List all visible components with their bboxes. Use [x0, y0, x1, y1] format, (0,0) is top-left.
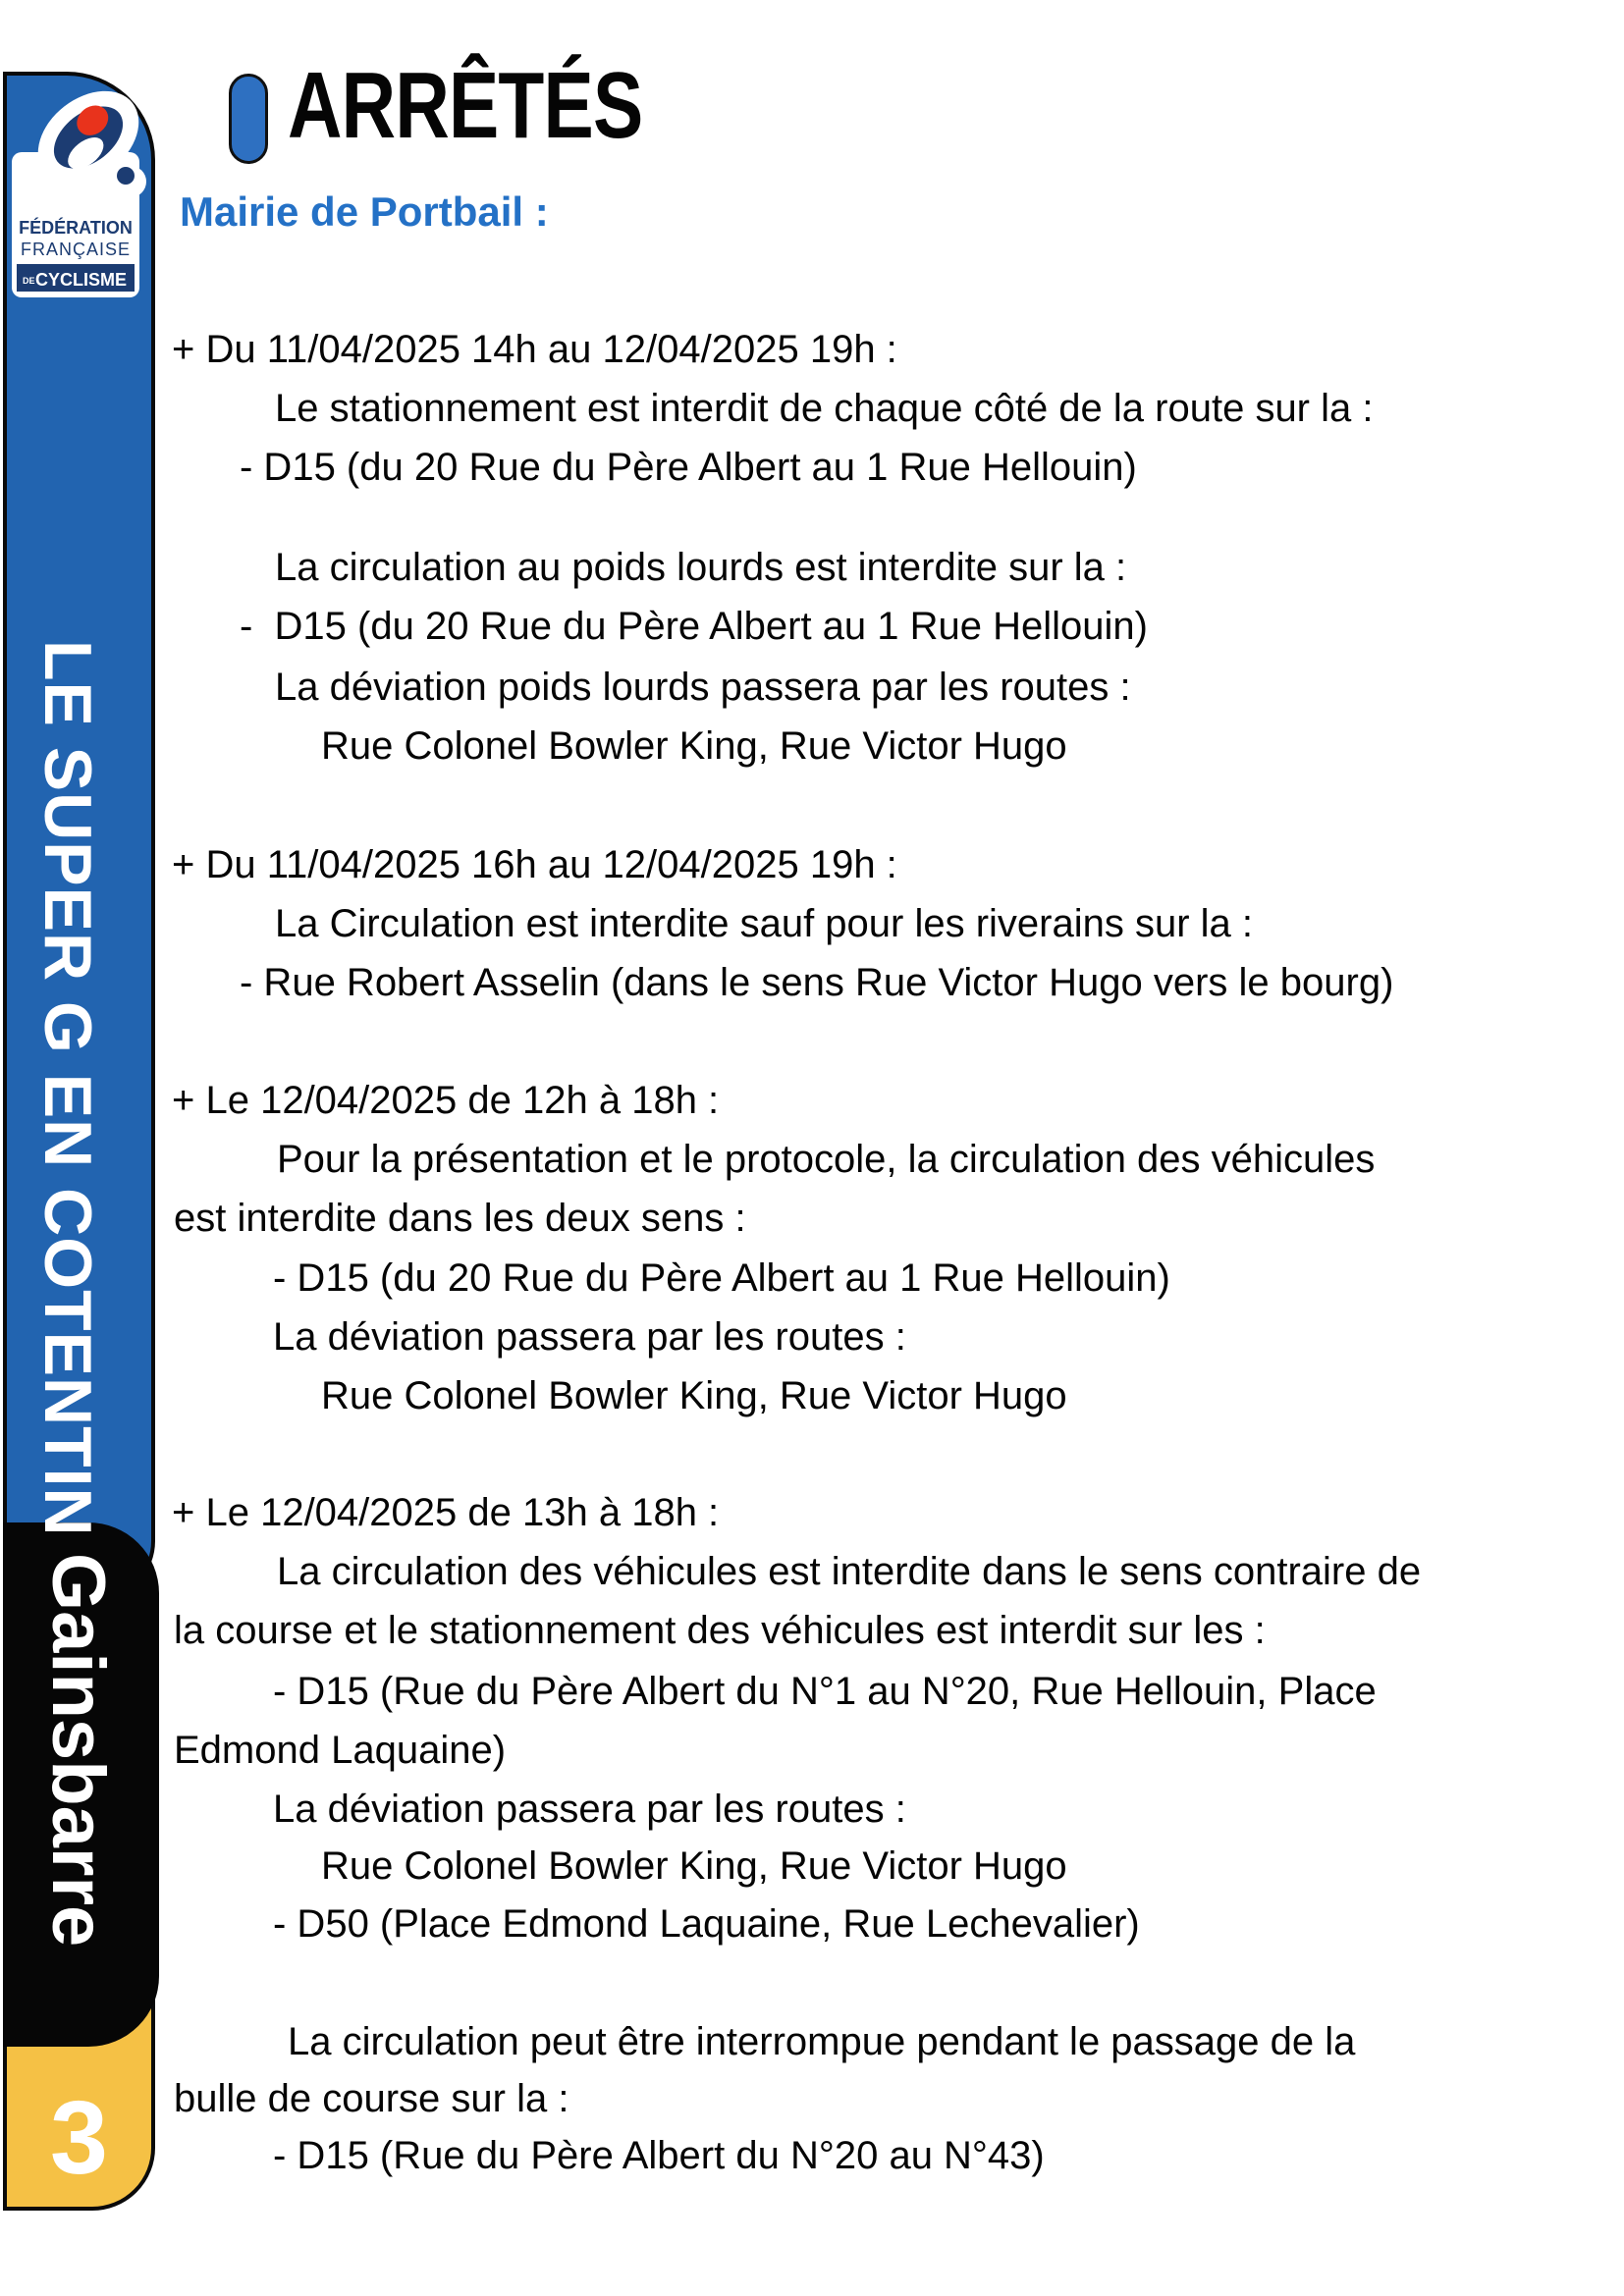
body-line: - Rue Robert Asselin (dans le sens Rue Victor Hugo vers le bourg) — [240, 961, 1394, 1004]
body-line: - D15 (Rue du Père Albert du N°20 au N°43) — [273, 2134, 1045, 2177]
body-line: La Circulation est interdite sauf pour les riverains sur la : — [275, 902, 1254, 945]
page-title: ARRÊTÉS — [288, 53, 643, 158]
body-line: - D50 (Place Edmond Laquaine, Rue Lechevalier) — [273, 1902, 1140, 1946]
body-line: + Le 12/04/2025 de 13h à 18h : — [172, 1491, 720, 1534]
body-line: la course et le stationnement des véhicules est interdit sur les : — [174, 1609, 1266, 1652]
body-line: La circulation peut être interrompue pendant le passage de la — [288, 2020, 1356, 2063]
logo-line3-small: DE — [23, 276, 35, 286]
title-bullet-icon — [229, 74, 268, 164]
body-line: La circulation au poids lourds est interdite sur la : — [275, 546, 1127, 589]
body-line: Le stationnement est interdit de chaque côté de la route sur la : — [275, 387, 1374, 430]
body-line: - D15 (Rue du Père Albert du N°1 au N°20, Rue Hellouin, Place — [273, 1670, 1377, 1713]
stage-name-vertical: Gainsbarre — [36, 1553, 120, 1948]
body-line: + Le 12/04/2025 de 12h à 18h : — [172, 1079, 720, 1122]
body-line: Edmond Laquaine) — [174, 1729, 507, 1772]
body-line: - D15 (du 20 Rue du Père Albert au 1 Rue Hellouin) — [240, 446, 1137, 489]
body-line: Rue Colonel Bowler King, Rue Victor Hugo — [321, 724, 1067, 768]
body-line: - D15 (du 20 Rue du Père Albert au 1 Rue Hellouin) — [240, 605, 1148, 648]
body-line: Rue Colonel Bowler King, Rue Victor Hugo — [321, 1844, 1067, 1888]
body-line: La circulation des véhicules est interdite dans le sens contraire de — [277, 1550, 1422, 1593]
body-line: La déviation poids lourds passera par les routes : — [275, 666, 1131, 709]
body-line: + Du 11/04/2025 14h au 12/04/2025 19h : — [172, 328, 897, 371]
ffc-cycling-federation-logo-icon — [0, 83, 157, 309]
stage-number: 3 — [50, 2080, 108, 2196]
page-subtitle: Mairie de Portbail : — [180, 188, 549, 235]
race-title-vertical: LE SUPER G EN COTENTIN — [30, 640, 105, 1537]
body-line: La déviation passera par les routes : — [273, 1788, 906, 1831]
body-line: La déviation passera par les routes : — [273, 1315, 906, 1359]
body-line: - D15 (du 20 Rue du Père Albert au 1 Rue Hellouin) — [273, 1256, 1170, 1300]
body-line: bulle de course sur la : — [174, 2077, 569, 2120]
body-line: est interdite dans les deux sens : — [174, 1197, 746, 1240]
logo-line1: FÉDÉRATION — [19, 218, 133, 238]
body-line: Rue Colonel Bowler King, Rue Victor Hugo — [321, 1374, 1067, 1417]
body-line: + Du 11/04/2025 16h au 12/04/2025 19h : — [172, 843, 897, 886]
logo-line3: CYCLISME — [35, 270, 128, 290]
body-line: Pour la présentation et le protocole, la circulation des véhicules — [277, 1138, 1376, 1181]
logo-line2: FRANÇAISE — [20, 240, 132, 259]
